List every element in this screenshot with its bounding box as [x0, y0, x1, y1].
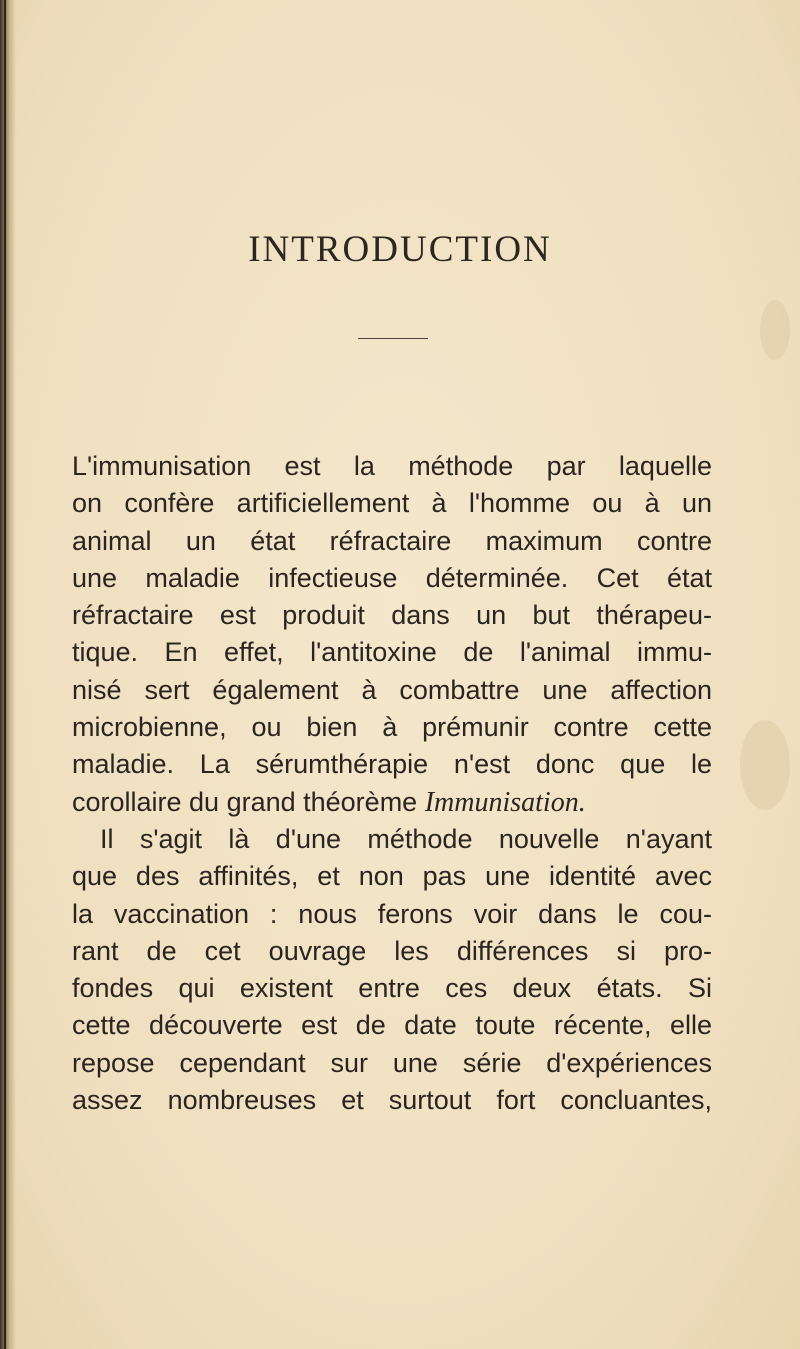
text-line: rant de cet ouvrage les différences si pro- — [72, 935, 712, 966]
text-line: repose cependant sur une série d'expériences — [72, 1047, 712, 1078]
chapter-title: INTRODUCTION — [248, 229, 552, 270]
text-line: Il s'agit là d'une méthode nouvelle n'ayant — [100, 823, 712, 854]
text-line: que des affinités, et non pas une identité avec — [72, 861, 712, 892]
text-line — [72, 784, 712, 821]
text-span: corollaire du grand théorème — [72, 786, 425, 817]
text-line: nisé sert également à combattre une affection — [72, 674, 712, 705]
title-divider — [358, 338, 428, 339]
spine-edge — [4, 0, 6, 1349]
text-line: L'immunisation est la méthode par laquelle — [72, 451, 712, 481]
text-line: réfractaire est produit dans un but thérapeu- — [72, 600, 712, 631]
paper-stain — [740, 720, 790, 810]
text-line: assez nombreuses et surtout fort concluantes, — [72, 1085, 712, 1116]
text-line: tique. En effet, l'antitoxine de l'animal immu- — [72, 637, 712, 668]
text-line: cette découverte est de date toute récente, elle — [72, 1010, 712, 1041]
text-line: microbienne, ou bien à prémunir contre cette — [72, 712, 712, 743]
body-text — [72, 448, 712, 1119]
text-line: maladie. La sérumthérapie n'est donc que le — [72, 749, 712, 780]
text-line: fondes qui existent entre ces deux états. Si — [72, 973, 712, 1004]
text-line: on confère artificiellement à l'homme ou à un — [72, 488, 712, 519]
spine-shadow — [0, 0, 16, 1349]
paper-stain — [760, 300, 790, 360]
italic-term: Immunisation. — [424, 786, 586, 818]
text-line: une maladie infectieuse déterminée. Cet état — [72, 562, 712, 593]
text-line: animal un état réfractaire maximum contre — [72, 525, 712, 556]
text-line: la vaccination : nous ferons voir dans le cou- — [72, 898, 712, 929]
